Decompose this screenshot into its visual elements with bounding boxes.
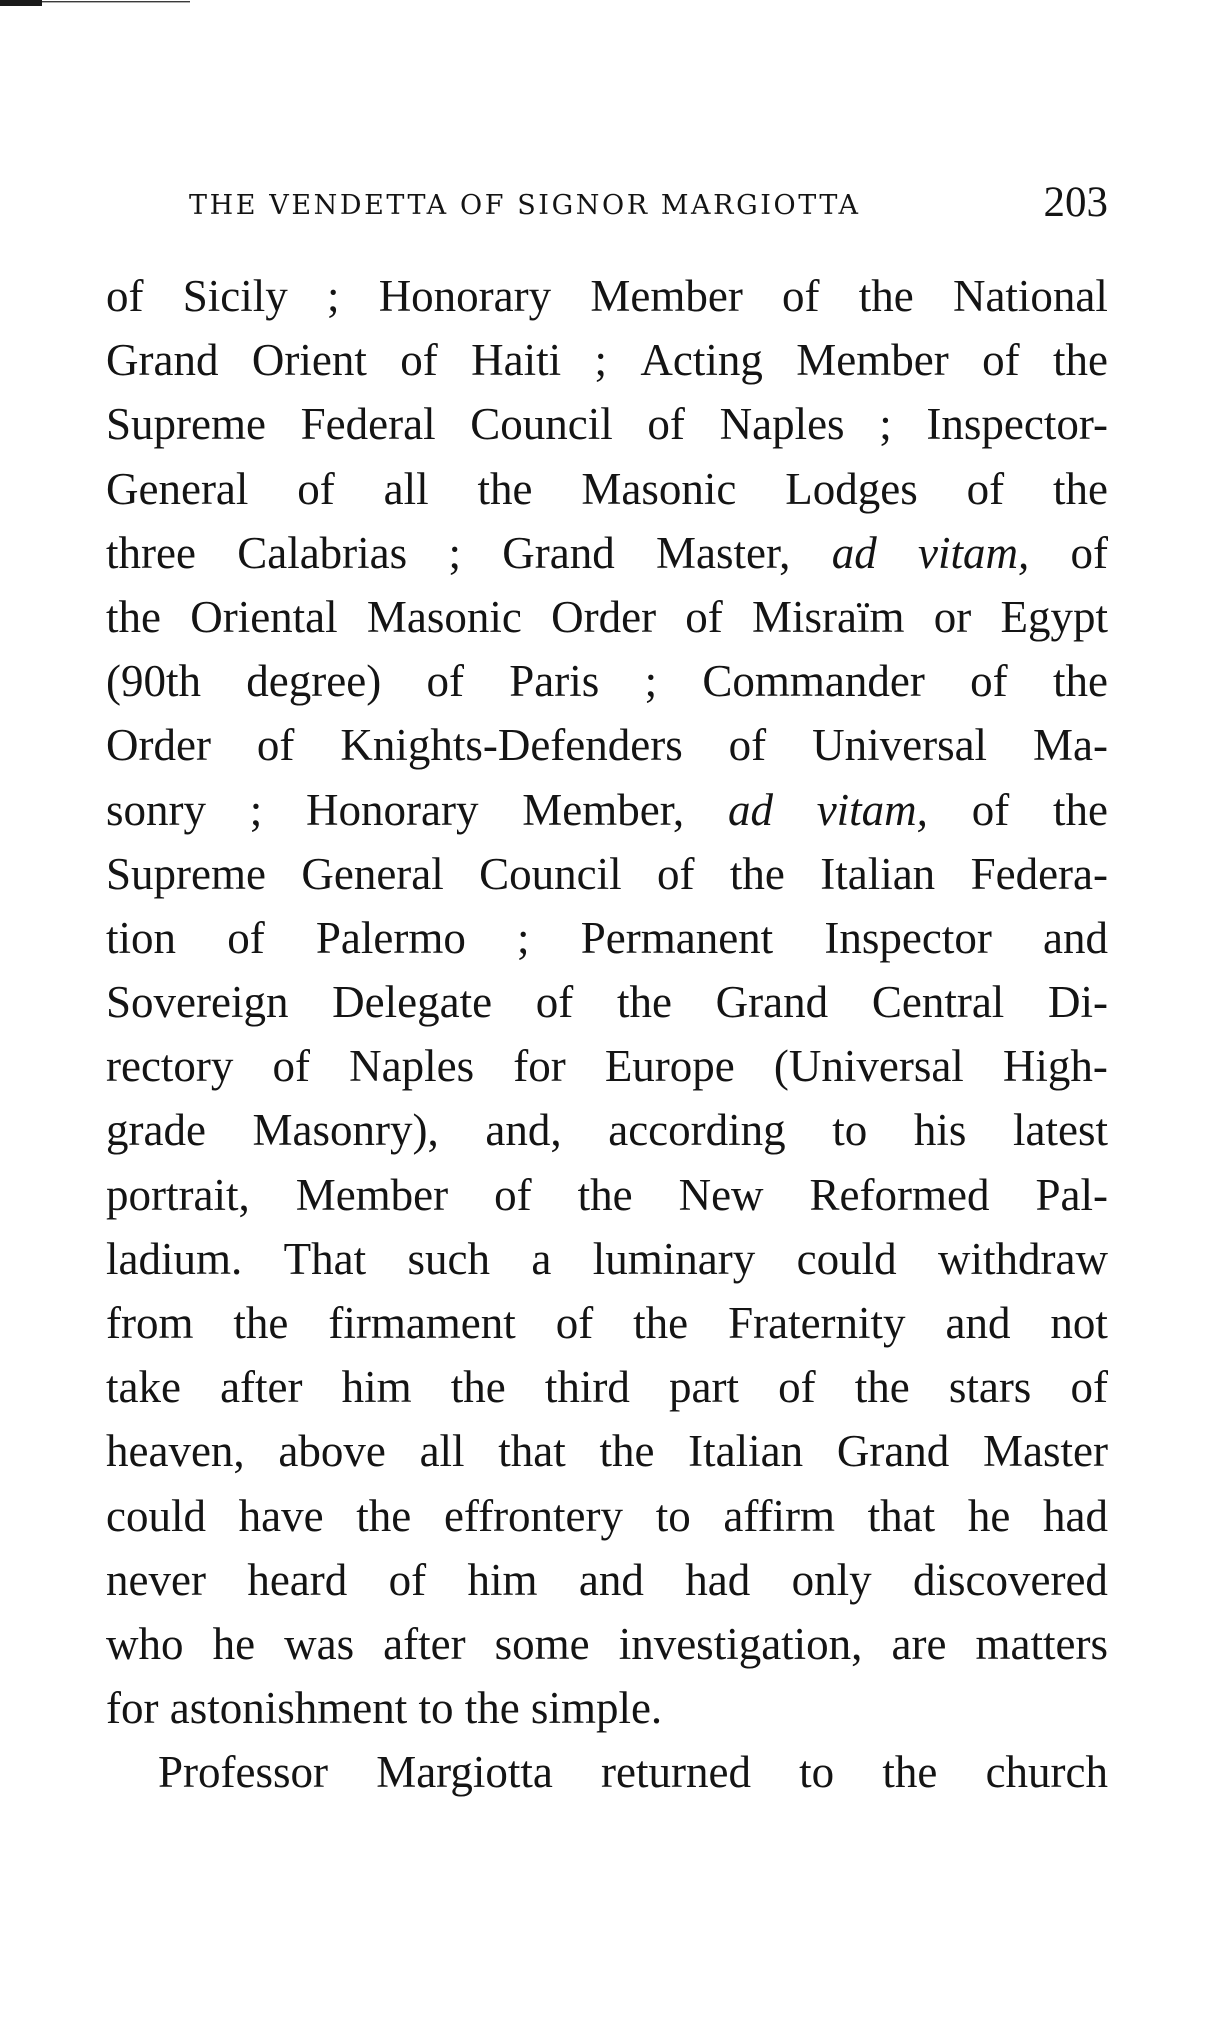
word: Grand: [502, 527, 615, 578]
word: of: [1070, 1362, 1108, 1413]
word: Supreme: [106, 399, 266, 450]
word: of: [400, 335, 438, 386]
word: Council: [470, 399, 613, 450]
word: Oriental: [190, 591, 338, 642]
word: of: [1070, 527, 1108, 578]
word: Inspector-: [926, 399, 1108, 450]
word: Knights-Defenders: [340, 720, 683, 771]
word: Masonic: [581, 463, 737, 514]
word: New: [678, 1169, 764, 1220]
word: of: [982, 335, 1020, 386]
text-line: [106, 778, 1108, 842]
word: Acting: [640, 335, 763, 386]
word: sonry: [106, 784, 206, 835]
word: all: [419, 1426, 465, 1477]
word: the: [1053, 335, 1108, 386]
text-line: [106, 842, 1108, 906]
word: Sovereign: [106, 977, 289, 1028]
word: rectory: [106, 1041, 234, 1092]
word: Commander: [702, 656, 925, 707]
word: stars: [948, 1362, 1032, 1413]
word: Member: [796, 335, 949, 386]
word: such: [407, 1233, 490, 1284]
word: Order: [551, 591, 657, 642]
word: returned: [601, 1747, 751, 1798]
word: General: [301, 848, 444, 899]
word: he: [967, 1490, 1011, 1541]
word: Egypt: [1000, 591, 1108, 642]
word: ;: [879, 399, 892, 450]
text-line: [106, 1612, 1108, 1676]
word: vitam,: [816, 784, 928, 835]
word: Di-: [1048, 977, 1108, 1028]
word: of: [494, 1169, 532, 1220]
word: the: [233, 1298, 289, 1348]
text-line: [106, 1227, 1108, 1291]
word: according: [608, 1105, 786, 1156]
word: Master: [983, 1426, 1108, 1477]
word: ad: [831, 527, 877, 578]
word: Sicily: [182, 271, 288, 321]
word: of: [426, 656, 464, 707]
word: and: [578, 1554, 644, 1605]
word: Honorary: [306, 784, 479, 835]
word: Italian: [688, 1426, 804, 1477]
word: the: [633, 1298, 689, 1348]
word: heaven,: [106, 1426, 245, 1477]
word: Order: [106, 720, 211, 771]
text-line: [106, 585, 1108, 649]
word: of: [657, 848, 695, 899]
word: Member: [590, 271, 743, 321]
word: are: [891, 1618, 947, 1669]
word: of: [970, 656, 1008, 707]
word: for: [513, 1041, 566, 1092]
word: the: [1052, 784, 1108, 835]
word: to: [655, 1490, 691, 1541]
word: luminary: [592, 1233, 756, 1284]
word: ;: [326, 271, 340, 321]
word: of: [535, 977, 574, 1028]
word: Paris: [509, 656, 600, 707]
word: the: [477, 463, 533, 514]
word: the: [858, 271, 914, 321]
word: take: [106, 1362, 181, 1413]
text-line: [106, 1163, 1108, 1227]
word: (90th: [106, 656, 201, 707]
word: the: [854, 1362, 910, 1413]
word: firmament: [328, 1298, 516, 1348]
word: Reformed: [809, 1169, 990, 1220]
word: to: [799, 1747, 835, 1798]
word: Federa-: [970, 848, 1108, 899]
text-line: [106, 328, 1108, 392]
word: the: [450, 1362, 506, 1413]
word: the: [729, 848, 785, 899]
word: Honorary: [378, 271, 552, 321]
word: of: [728, 720, 767, 771]
word: matters: [975, 1618, 1108, 1669]
word: of: [227, 912, 265, 963]
word: ;: [644, 656, 658, 707]
word: of: [782, 271, 820, 321]
word: tion: [106, 912, 177, 963]
word: Ma-: [1033, 720, 1108, 771]
word: Orient: [251, 335, 367, 386]
word: Masonic: [366, 591, 522, 642]
scan-corner-mark: [0, 0, 190, 10]
word: of: [778, 1362, 816, 1413]
word: of: [647, 399, 685, 450]
text-line: [106, 1098, 1108, 1162]
word: the: [616, 977, 672, 1028]
word: Calabrias: [237, 527, 408, 578]
text-line: [106, 392, 1108, 456]
text-line: [106, 649, 1108, 713]
word: General: [106, 463, 249, 514]
text-line: [106, 1740, 1108, 1804]
text-line: [106, 264, 1108, 328]
word: could: [106, 1490, 206, 1541]
word: degree): [246, 656, 382, 707]
word: third: [544, 1362, 630, 1413]
word: three: [106, 527, 196, 578]
word: withdraw: [937, 1233, 1108, 1284]
text-line: for astonishment to the simple.: [106, 1683, 663, 1734]
word: of: [297, 463, 335, 514]
word: that: [867, 1490, 936, 1541]
page-number: 203: [1043, 179, 1108, 226]
word: vitam,: [917, 527, 1030, 578]
word: of: [685, 591, 723, 642]
word: Professor: [158, 1747, 328, 1798]
word: Misraïm: [752, 591, 905, 642]
word: that: [498, 1426, 566, 1477]
word: Supreme: [106, 848, 266, 899]
word: Federal: [300, 399, 436, 450]
word: after: [220, 1362, 303, 1413]
word: Lodges: [785, 463, 918, 514]
word: him: [467, 1554, 538, 1605]
word: National: [952, 271, 1108, 321]
word: or: [933, 591, 972, 642]
word: That: [283, 1233, 367, 1284]
word: all: [383, 463, 429, 514]
text-line: [106, 713, 1108, 777]
word: Masonry),: [252, 1105, 439, 1156]
text-line: [106, 906, 1108, 970]
word: Grand: [715, 977, 829, 1028]
text-line: [106, 970, 1108, 1034]
word: of: [966, 463, 1005, 514]
word: ;: [249, 784, 263, 835]
text-line: [106, 1548, 1108, 1612]
word: Fraternity: [728, 1298, 906, 1348]
word: the: [106, 591, 161, 642]
word: Master,: [655, 527, 791, 578]
word: Delegate: [332, 977, 493, 1028]
word: (Universal: [773, 1041, 964, 1092]
body-text: [106, 264, 1108, 1805]
word: of: [272, 1041, 311, 1092]
word: never: [106, 1554, 206, 1605]
word: was: [284, 1618, 355, 1669]
word: some: [494, 1618, 590, 1669]
word: Central: [871, 977, 1005, 1028]
word: of: [555, 1298, 594, 1348]
running-title: THE VENDETTA OF SIGNOR MARGIOTTA: [189, 190, 861, 221]
word: had: [685, 1554, 751, 1605]
word: portrait,: [106, 1169, 250, 1220]
word: a: [531, 1233, 552, 1284]
word: Universal: [812, 720, 988, 771]
word: Member,: [522, 784, 685, 835]
text-line: [106, 1034, 1108, 1098]
word: latest: [1013, 1105, 1108, 1156]
word: above: [278, 1426, 386, 1477]
word: affirm: [723, 1490, 835, 1541]
word: Member: [295, 1169, 449, 1220]
word: Europe: [604, 1041, 735, 1092]
word: ;: [594, 335, 607, 386]
text-line: [106, 1355, 1108, 1419]
text-line: [106, 1419, 1108, 1483]
word: after: [383, 1618, 466, 1669]
word: him: [341, 1362, 412, 1413]
word: heard: [247, 1554, 348, 1605]
word: who: [106, 1618, 184, 1669]
word: discovered: [913, 1554, 1108, 1605]
word: part: [669, 1362, 739, 1413]
word: investigation,: [618, 1618, 863, 1669]
text-line: [106, 1291, 1108, 1355]
word: from: [106, 1298, 194, 1348]
word: and: [1043, 912, 1108, 963]
word: the: [356, 1490, 412, 1541]
word: had: [1042, 1490, 1108, 1541]
word: the: [882, 1747, 938, 1798]
word: the: [1052, 463, 1108, 514]
text-line: [106, 1484, 1108, 1548]
word: ;: [517, 912, 530, 963]
word: he: [212, 1618, 256, 1669]
word: Palermo: [315, 912, 466, 963]
word: church: [985, 1747, 1108, 1798]
running-head: [106, 176, 1108, 232]
word: Naples: [719, 399, 845, 450]
word: Permanent: [580, 912, 774, 963]
word: Haiti: [471, 335, 562, 386]
word: of: [256, 720, 295, 771]
word: only: [791, 1554, 872, 1605]
word: Pal-: [1035, 1169, 1108, 1220]
word: the: [577, 1169, 633, 1220]
text-line: [106, 457, 1108, 521]
text-line: [106, 521, 1108, 585]
word: Margiotta: [376, 1747, 553, 1798]
word: the: [599, 1426, 655, 1477]
word: ladium.: [106, 1233, 243, 1284]
word: Naples: [349, 1041, 475, 1092]
word: to: [832, 1105, 868, 1156]
word: Grand: [106, 335, 219, 386]
word: ;: [448, 527, 461, 578]
word: ad: [727, 784, 773, 835]
word: effrontery: [443, 1490, 624, 1541]
word: Council: [479, 848, 622, 899]
word: could: [796, 1233, 897, 1284]
word: of: [106, 271, 144, 321]
word: and: [945, 1298, 1011, 1348]
word: of: [971, 784, 1010, 835]
word: and,: [485, 1105, 562, 1156]
word: of: [388, 1554, 427, 1605]
word: Italian: [820, 848, 936, 899]
word: not: [1050, 1298, 1108, 1348]
word: have: [238, 1490, 324, 1541]
word: Grand: [836, 1426, 950, 1477]
word: grade: [106, 1105, 206, 1156]
word: his: [913, 1105, 967, 1156]
word: the: [1052, 656, 1108, 707]
word: High-: [1002, 1041, 1108, 1092]
word: Inspector: [824, 912, 992, 963]
